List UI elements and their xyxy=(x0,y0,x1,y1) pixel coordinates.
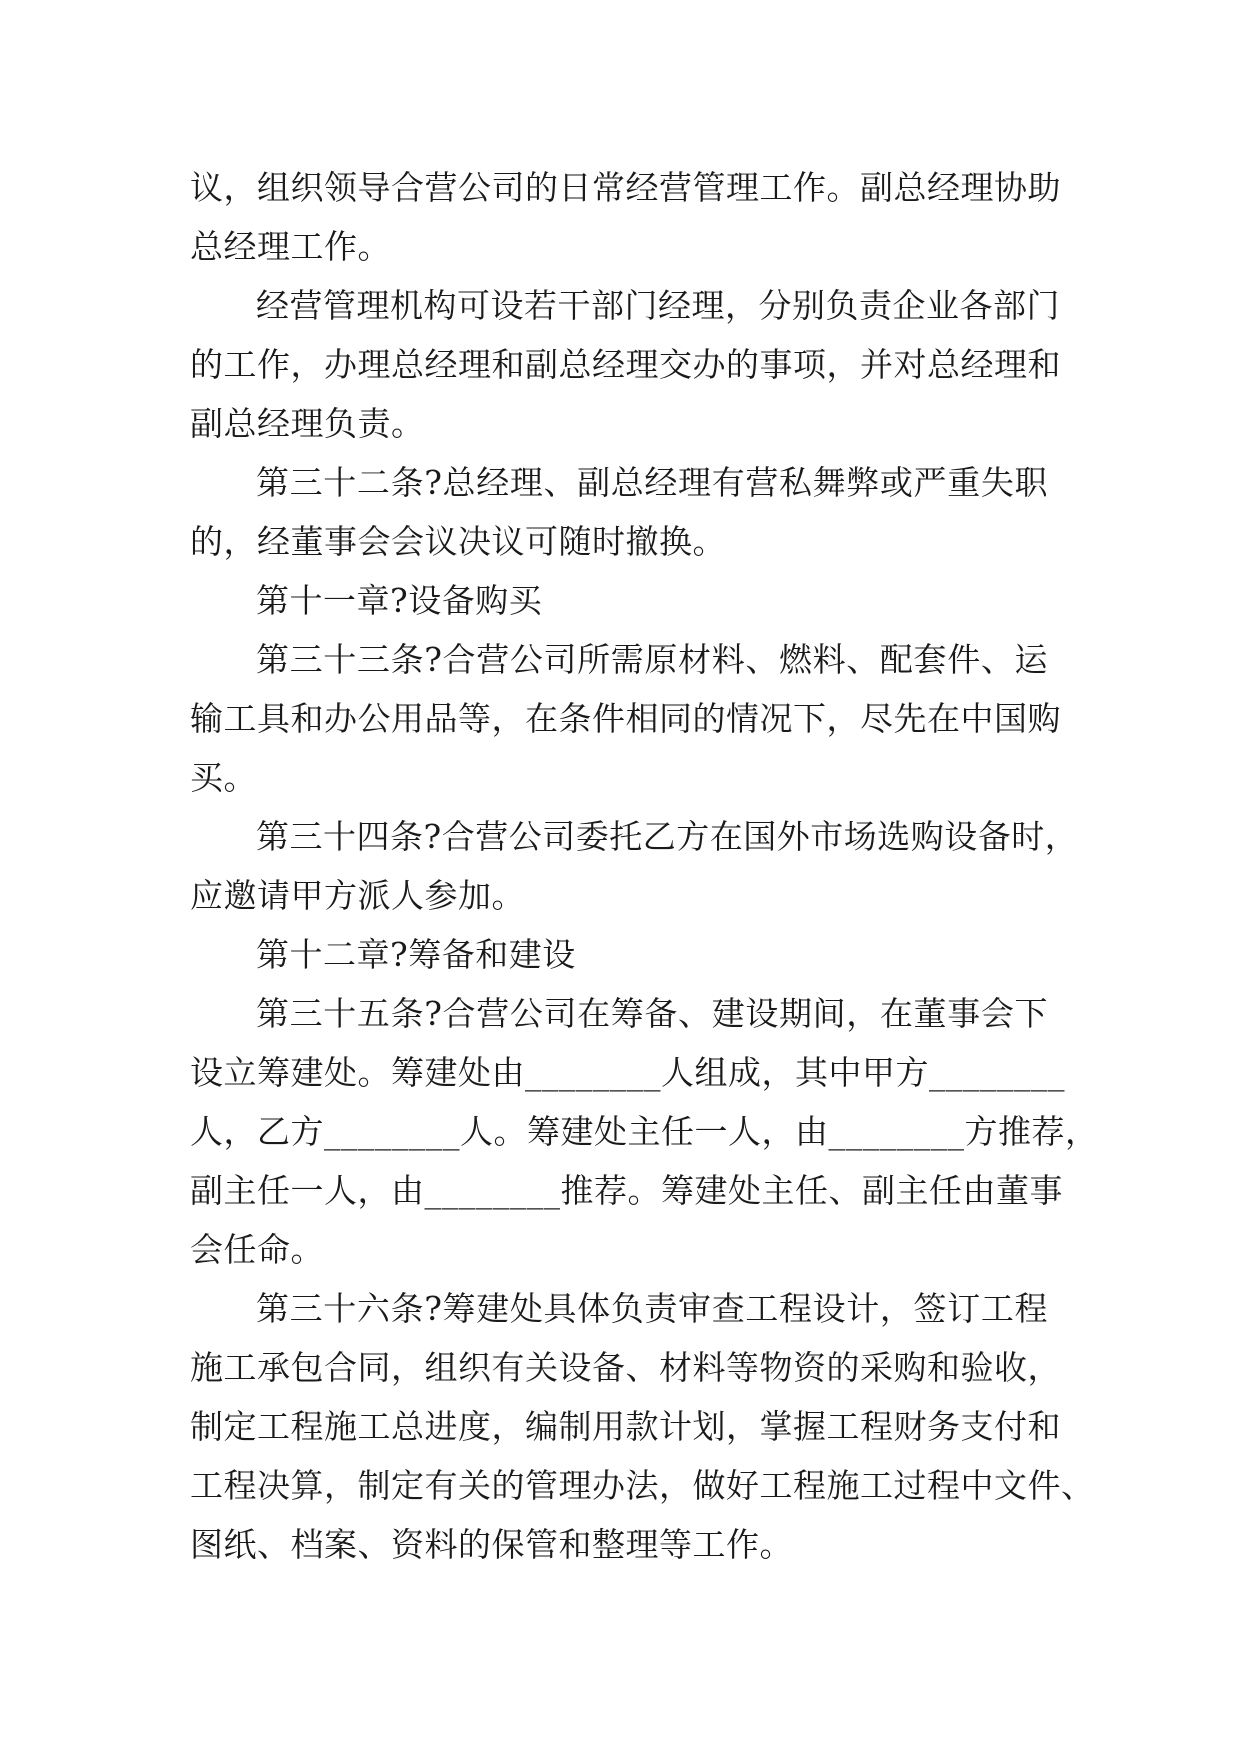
text-line: 第三十二条?总经理、副总经理有营私舞弊或严重失职 xyxy=(256,463,1048,502)
text-line: 议，组织领导合营公司的日常经营管理工作。副总经理协助 xyxy=(190,168,1061,207)
text-line: 工程决算，制定有关的管理办法，做好工程施工过程中文件、 xyxy=(190,1466,1095,1505)
text-line: 应邀请甲方派人参加。 xyxy=(190,876,525,915)
text-line: 第十一章?设备购买 xyxy=(256,581,543,620)
text-line: 第三十三条?合营公司所需原材料、燃料、配套件、运 xyxy=(256,640,1048,679)
text-line: 的，经董事会会议决议可随时撤换。 xyxy=(190,522,726,561)
text-line: 第三十四条?合营公司委托乙方在国外市场选购设备时， xyxy=(256,817,1079,856)
text-line: 设立筹建处。筹建处由________人组成，其中甲方________ xyxy=(190,1053,1065,1092)
text-line: 人，乙方________人。筹建处主任一人，由________方推荐， xyxy=(190,1112,1099,1151)
text-line: 经营管理机构可设若干部门经理，分别负责企业各部门 xyxy=(256,286,1060,325)
text-line: 输工具和办公用品等，在条件相同的情况下，尽先在中国购 xyxy=(190,699,1061,738)
text-line: 第三十六条?筹建处具体负责审查工程设计，签订工程 xyxy=(256,1289,1048,1328)
text-line: 的工作，办理总经理和副总经理交办的事项，并对总经理和 xyxy=(190,345,1061,384)
text-line: 副总经理负责。 xyxy=(190,404,425,443)
text-line: 施工承包合同，组织有关设备、材料等物资的采购和验收， xyxy=(190,1348,1061,1387)
text-line: 总经理工作。 xyxy=(190,227,391,266)
text-line: 副主任一人，由________推荐。筹建处主任、副主任由董事 xyxy=(190,1171,1063,1210)
text-line: 第三十五条?合营公司在筹备、建设期间，在董事会下 xyxy=(256,994,1048,1033)
text-line: 买。 xyxy=(190,758,257,797)
text-line: 会任命。 xyxy=(190,1230,324,1269)
document-body xyxy=(190,158,1099,1574)
text-line: 第十二章?筹备和建设 xyxy=(256,935,576,974)
text-line: 图纸、档案、资料的保管和整理等工作。 xyxy=(190,1525,793,1564)
text-line: 制定工程施工总进度，编制用款计划，掌握工程财务支付和 xyxy=(190,1407,1061,1446)
